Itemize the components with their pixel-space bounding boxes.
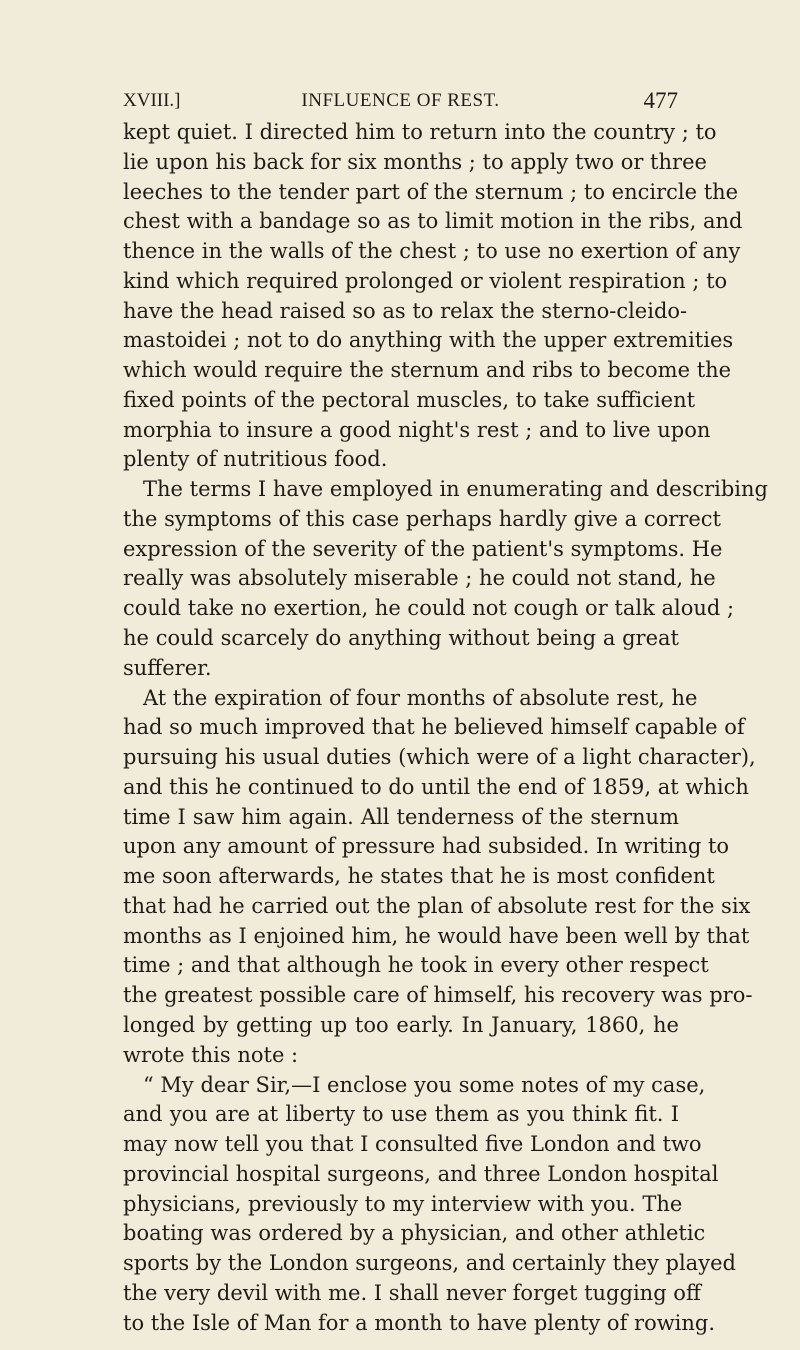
text-line: physicians, previously to my interview with you. The [123, 1191, 683, 1216]
text-line: longed by getting up too early. In January, 1860, he [123, 1012, 679, 1037]
text-line: “ My dear Sir,—I enclose you some notes of my case, [143, 1072, 706, 1097]
text-line: chest with a bandage so as to limit motion in the ribs, and [123, 209, 743, 234]
page-number: 477 [643, 88, 678, 113]
text-line: and you are at liberty to use them as you think fit. I [123, 1102, 679, 1127]
text-line: which would require the sternum and ribs to become the [123, 358, 732, 383]
text-line: to the Isle of Man for a month to have plenty of rowing. [123, 1310, 716, 1335]
text-line: really was absolutely miserable ; he could not stand, he [123, 566, 716, 591]
text-line: lie upon his back for six months ; to apply two or three [123, 149, 707, 174]
text-line: leeches to the tender part of the sternum ; to encircle the [123, 179, 739, 204]
text-line: he could scarcely do anything without being a great [123, 626, 679, 651]
text-line: boating was ordered by a physician, and other athletic [123, 1221, 706, 1246]
text-line: sufferer. [123, 655, 212, 680]
text-line: have the head raised so as to relax the sterno-cleido- [123, 298, 688, 323]
text-line: time I saw him again. All tenderness of the sternum [123, 804, 679, 829]
text-line: At the expiration of four months of absolute rest, he [143, 685, 698, 710]
text-line: the very devil with me. I shall never forget tugging off [123, 1280, 701, 1305]
text-line: had so much improved that he believed himself capable of [123, 715, 745, 740]
text-line: could take no exertion, he could not cough or talk aloud ; [123, 596, 735, 621]
text-line: mastoidei ; not to do anything with the upper extremities [123, 328, 734, 353]
body-text [123, 118, 768, 1338]
text-line: wrote this note : [123, 1042, 299, 1067]
text-line: may now tell you that I consulted five London and two [123, 1132, 702, 1157]
text-line: the greatest possible care of himself, his recovery was pro- [123, 983, 753, 1008]
text-line: me soon afterwards, he states that he is most confident [123, 864, 715, 889]
text-line: months as I enjoined him, he would have been well by that [123, 923, 750, 948]
text-line: morphia to insure a good night's rest ; and to live upon [123, 417, 711, 442]
text-line: time ; and that although he took in every other respect [123, 953, 709, 978]
text-line: fixed points of the pectoral muscles, to take sufficient [123, 387, 696, 412]
text-line: and this he continued to do until the end of 1859, at which [123, 774, 749, 799]
running-header [123, 88, 678, 122]
text-line: kept quiet. I directed him to return into the country ; to [123, 120, 717, 144]
text-line: pursuing his usual duties (which were of a light character), [123, 745, 756, 770]
chapter-number: XVIII.] [123, 90, 181, 111]
text-line: The terms I have employed in enumerating and describing [143, 477, 768, 502]
text-line: sports by the London surgeons, and certainly they played [123, 1251, 736, 1276]
text-line: the symptoms of this case perhaps hardly give a correct [123, 506, 721, 531]
running-title: INFLUENCE OF REST. [301, 90, 500, 111]
text-line: thence in the walls of the chest ; to use no exertion of any [123, 239, 741, 264]
text-line: that had he carried out the plan of absolute rest for the six [123, 893, 751, 918]
text-line: plenty of nutritious food. [123, 447, 388, 472]
text-line: provincial hospital surgeons, and three London hospital [123, 1161, 719, 1186]
text-line: upon any amount of pressure had subsided. In writing to [123, 834, 730, 859]
text-line: expression of the severity of the patient's symptoms. He [123, 536, 723, 561]
text-line: kind which required prolonged or violent respiration ; to [123, 268, 728, 293]
